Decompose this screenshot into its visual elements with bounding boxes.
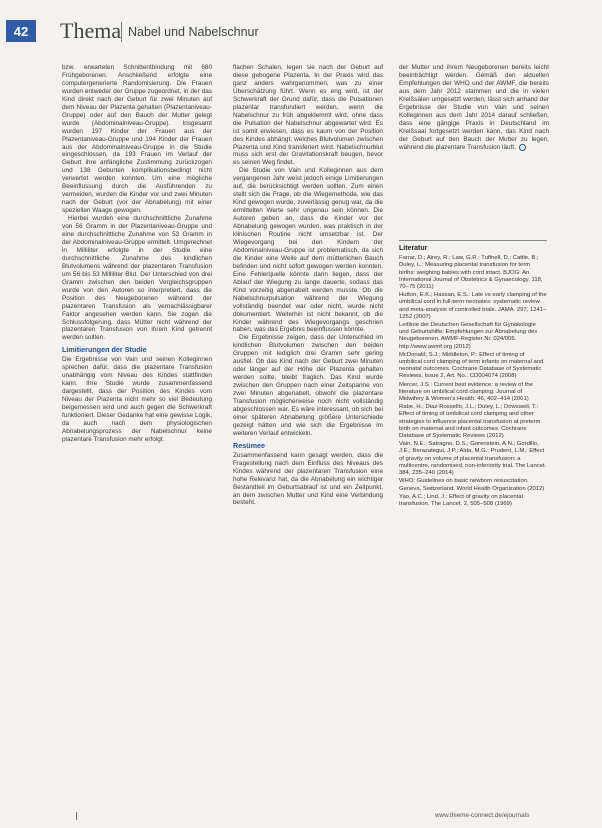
literature-entry: Vain, N.E.; Satragno, D.S.; Gorenstein, A.N.; Gordillo, J.E.; Berazategui, J.P.; Alda, M.G.; Prudent, L.M.: Effect of gravity on volume of placental transfusion: a multicentre, randomised, non-inferiority trial. The Lancet. 384, 235–240 (2014) <box>399 441 547 477</box>
subheading-summary: Resümee <box>233 440 265 450</box>
text-column-1 <box>62 64 212 816</box>
literature-entry: Yao, A.C.; Lind, J.: Effect of gravity on placental transfusion. The Lancet. 2, 505–508 (1969) <box>399 493 523 507</box>
subheading-limitations: Limitierungen der Studie <box>62 345 147 355</box>
literature-heading: Literatur <box>399 240 547 252</box>
paragraph: Die Ergebnisse zeigen, dass der Unterschied im kindlichen Blutvolumen zwischen den beiden Gruppen mit lediglich drei Gramm sehr gering ausfiel. Ob das Kind nach der Geburt zwei Minuten oder länger auf der Höhe der Plazenta gehalten werden sollte, bleibt fraglich. Das Kind wurde zwischen den Gruppen nach einer Zeitspanne von zwei Minuten abgenabelt, obwohl die plazentare Transfusion möglicherweise noch nicht vollständig abgeschlossen war. Es wäre interessant, ob sich bei einer späteren Abnabelung größere Unterschiede gezeigt hätten und wie sich die Ergebnisse im weiteren Verlauf entwickeln. <box>233 334 383 437</box>
paragraph <box>399 64 549 152</box>
article-end-icon <box>519 144 526 151</box>
paragraph: bzw. erwarteten Schnittentbindung mit 680 Frühgeborenen. Anschließend erfolgte eine computergenerierte Randomisierung. Die Frauen wurden entweder der Gruppe zugeordnet, in der das Kind direkt nach der Geburt für zwei Minuten auf dem Niveau der Plazenta gehalten (Plazentaniveau-Gruppe) oder auf den Bauch der Mutter gelegt wurde (Abdominalniveau-Gruppe). Insgesamt wurden 197 Kinder der Frauen aus der Plazentaniveau-Gruppe und 194 Kinder der Frauen aus der Abdominalniveau-Gruppe in die Studie eingeschlossen, da 193 Frauen im Verlauf der Geburt ihre anfängliche Zustimmung zurückzogen und 138 Geburten komplikationsbedingt nicht verwertet werden konnten. Um eine mögliche Beeinflussung durch die Ausführenden zu vermeiden, wurden die Kinder vor und zwei Minuten nach der Geburt (vor der Abnabelung) mit einer speziellen Waage gewogen. <box>62 64 212 215</box>
literature-list <box>399 240 547 509</box>
text-column-2 <box>233 64 383 816</box>
paragraph: Die Studie von Vain und Kolleginnen aus dem vergangenen Jahr weist jedoch einige Limitierungen auf, die berücksichtigt werden sollten. Zum einen stellt sich die Frage, ob die Wiegemethode, wie das Kind gewogen wurde, zuverlässig genug war, da die ermittelten Werte sehr ungenau sein können. Die Autoren geben an, dass die Kinder vor der Abnabelung gewogen wurden, was praktisch in der klinischen Routine nicht umsetzbar ist. Der Wiegevorgang bei den Kindern der Abdominalniveau-Gruppe ist problematisch, da sich die Kinder eine Weile auf dem mütterlichen Bauch befinden und nicht sofort gewogen werden konnten. Eine Fehlerquelle könnte darin liegen, dass der Ablauf der Wiegung zu lange dauerte, sodass das Kind vorzeitig abgenabelt werden musste. Ob die Nabelschnurpulsation während der Wiegung vollständig beendet war oder nicht, wurde nicht dokumentiert. Weiterhin ist nicht bekannt, ob die Kinder während des Wiegevorgangs geschrien haben, was das Ergebnis beeinflussen könnte. <box>233 167 383 334</box>
section-subtitle: Nabel und Nabelschnur <box>128 25 259 39</box>
literature-entry: Hutton, E.K.; Hassan, E.S.: Late vs early clamping of the umbilical cord in full-term neonates: systematic review and meta-analysis of controlled trials. JAMA. 297, 1241–1252 (2007) <box>399 292 547 320</box>
literature-entry: Rabe, H.; Diaz-Rossello, J.L.; Duley, L.; Dowswell, T.: Effect of timing of umbilical cord clamping and other strategies to influence placental transfusion at preterm birth on maternal and infant outcomes. Cochrane Database of Systematic Reviews (2012) <box>399 404 541 440</box>
paragraph: Hierbei wurden eine durchschnittliche Zunahme von 56 Gramm in der Plazentaniveau-Gruppe und eine durchschnittliche Zunahme von 53 Gramm in der Abdominalniveau-Gruppe ermittelt. Umgerechnet in Milliliter erfolgte in der Studie eine durchschnittliche Zunahme des kindlichen Blutvolumens während der plazentaren Transfusion um 56 bis 53 Milliliter Blut. Der Unterschied von drei Gramm zwischen den beiden Vergleichsgruppen wurde von den Autoren so interpretiert, dass die Position des Neugeborenen während der plazentaren Transfusion als vernachlässigbarer Faktor angesehen werden kann. Sie zogen die Schlussfolgerung, dass Mütter nicht während der plazentaren Transfusion von ihrem Kind getrennt werden sollten. <box>62 215 212 342</box>
page-number: 42 <box>6 20 36 42</box>
header-divider <box>121 22 122 42</box>
section-title: Thema <box>60 18 122 43</box>
literature-entry: McDonald, S.J.; Middleton, P.: Effect of timing of umbilical cord clamping of term infants on maternal and neonatal outcomes. Cochrane Database of Systematic Reviews, Issue 2, Art. No.: CD004074 (2008) <box>399 351 544 380</box>
footer-url: www.thieme-connect.de/ejournals <box>435 812 530 819</box>
paragraph: Die Ergebnisse von Vain und seinen Kolleginnen sprechen dafür, dass die plazentare Transfusion unabhängig vom Niveau des Kindes stattfinden kann. Ihre Studie wurde zusammenfassend dargestellt, dass der Position des Kindes vom Niveau der Plazenta nicht mehr so viel Bedeutung beigemessen wird und auch gegen die Schwerkraft funktioniert. Dieser Gedanke hat eine gewisse Logik, da auch nach dem physiologischen Abnabelungsprozess der Nabelschnur keine plazentare Transfusion mehr erfolgt. <box>62 356 212 443</box>
paragraph: flachen Schalen, legen sie nach der Geburt auf diese gebogene Plazenta. In der Praxis wird das ganz anders wahrgenommen, was zu einer Überschätzung führt. Wenn es eng wird, ist der Schwerkraft der Grund dafür, dass die Pulsationen plazentar transfundiert werden, wenn die Nabelschnur zu früh abgeklemmt wird, ohne dass die Pulsation der Nabelschnur abgewartet wird. Es ist somit erwiesen, dass es kaum von der Position des Kindes abhängt, welches Blutvolumen zwischen Plazenta und Kind transferiert wird. Nabelschnurblut muss sich erst der Gravitationskraft beugen, bevor es seinen Weg findet. <box>233 64 383 167</box>
literature-entry: Mercer, J.S.: Current best evidence: a review of the literature on umbilical cord clamping. Journal of Midwifery & Women's Health. 46, 402–414 (2001) <box>399 381 533 403</box>
literature-entry: WHO: Guidelines on basic newborn resuscitation. Geneva, Switzerland. World Health Organization (2012) <box>399 478 545 492</box>
page-header <box>0 0 602 58</box>
text-column-3 <box>399 64 549 248</box>
footer-rule <box>76 812 77 820</box>
literature-entry: Leitlinie der Deutschen Gesellschaft für Gynäkologie und Geburtshilfe: Empfehlungen zur Abnabelung des Neugeborenen. AWMF-Register Nr. 024/005. http://www.awmf.org (2012) <box>399 322 538 350</box>
paragraph: Zusammenfassend kann gesagt werden, dass die Fragestellung nach dem Einfluss des Niveaus des Kindes während der plazentaren Transfusion eine hohe Relevanz hat, da die Abnabelung ein wichtiger Bestandteil im Geburtsablauf ist und ein Zeitpunkt, an dem zwischen Mutter und Kind eine Verbindung besteht. <box>233 451 383 507</box>
paragraph-text: der Mutter und ihrem Neugeborenen bereits leicht beeinträchtigt werden. Gemäß den aktuellen Empfehlungen der WHO und der AWMF, die bereits aus dem Jahr 2012 stammen und die in vielen Kreißsälen umgesetzt werden, lässt sich anhand der Ergebnisse der Studie von Vain und seinen Kolleginnen aus dem Jahr 2014 darauf schließen, dass eine gängige Praxis in Deutschland im Kreißsaal fortgesetzt werden kann, das Kind nach der Geburt auf den Bauch der Mutter zu legen, während die plazentare Transfusion läuft. <box>399 64 549 151</box>
literature-entry: Farrar, D.; Airey, R.; Law, G.R.; Tuffnell, D.; Cattle, B.; Duley, L.: Measuring placental transfusion for term births: weighing babies with cord intact. BJOG: An International Journal of Obstetrics & Gynaecology. 118, 70–75 (2011) <box>399 255 543 291</box>
